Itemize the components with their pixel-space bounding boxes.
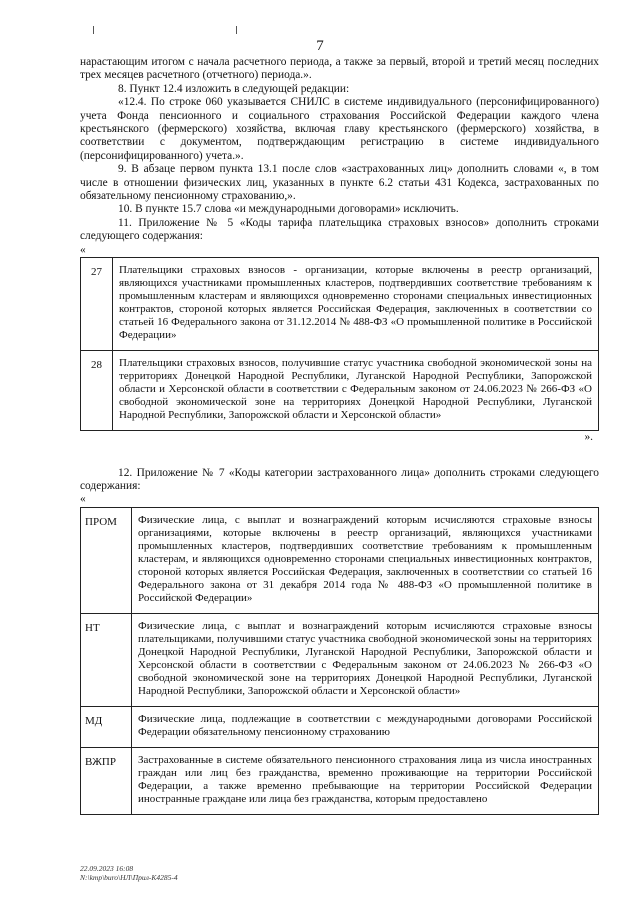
footer-date: 22.09.2023 16:08 <box>80 864 134 873</box>
paragraph-continuation: нарастающим итогом с начала расчетного периода, а также за первый, второй и третий месяц последних трех месяцев расчетного (отчетного) периода.». <box>80 56 599 82</box>
table-row <box>81 747 599 814</box>
document-body <box>80 56 599 815</box>
quote-open: « <box>80 243 86 256</box>
paragraph-9: 9. В абзаце первом пункта 13.1 после слов «застрахованных лиц» дополнить словами «, в том числе в отношении физических лиц, указанных в пункте 6.2 статьи 431 Кодекса, застрахованных по обязательному пенсионному страхованию,». <box>80 163 599 203</box>
table-row <box>81 351 599 431</box>
category-description: Физические лица, подлежащие в соответствии с международными договорами Российской Федерации обязательному пенсионному страхованию <box>132 706 599 747</box>
table-row <box>81 507 599 613</box>
category-description: Застрахованные в системе обязательного пенсионного страхования лица из числа иностранных граждан или лиц без гражданства, временно проживающие на территории Российской Федерации, а также временно пребывающие на территории Российской Федерации иностранные граждане или лица без гражданства, которым предоставлено <box>132 747 599 814</box>
insured-category-codes-table <box>80 507 599 815</box>
tariff-description: Плательщики страховых взносов, получившие статус участника свободной экономической зоны на территориях Донецкой Народной Республики, Луганской Народной Республики, Запорожской области и Херсонской области в соответствии с Федеральным законом от 24.06.2023 № 266-ФЗ «О свободной экономической зоне на территориях Донецкой Народной Республики, Луганской Народной Республики, Запорожской области и Херсонской области» <box>113 351 599 431</box>
paragraph-8-quote: «12.4. По строке 060 указывается СНИЛС в системе индивидуального (персонифицированного) учета Фонда пенсионного и социального страхования Российской Федерации каждого члена крестьянского (фермерского) хозяйства, включая главу крестьянского (фермерского) хозяйства, в соответствии с документом, подтверждающим регистрацию в системе индивидуального (персонифицированного) учета.». <box>80 96 599 162</box>
table-row <box>81 613 599 706</box>
paragraph-12: 12. Приложение № 7 «Коды категории застрахованного лица» дополнить строками следующего содержания: <box>80 466 599 492</box>
scan-mark <box>93 26 94 34</box>
tariff-code: 28 <box>81 351 113 431</box>
page-number: 7 <box>316 38 324 54</box>
quote-close: ». <box>584 431 593 444</box>
table-row <box>81 258 599 351</box>
category-code: ПРОМ <box>81 507 132 613</box>
table-row <box>81 706 599 747</box>
footer-file-path: N:\kmp\buro\НЛ\Прил-К4285-4 <box>80 873 178 882</box>
category-description: Физические лица, с выплат и вознаграждений которым исчисляются страховые взносы плательщиками, получившими статус участника свободной экономической зоны на территориях Донецкой Народной Республики, Луганской Народной Республики, Запорожской области и Херсонской области в соответствии с Федеральным законом от 24.06.2023 № 266-ФЗ «О свободной экономической зоне на территориях Донецкой Народной Республики, Луганской Народной Республики, Запорожской области и Херсонской области» <box>132 613 599 706</box>
tariff-codes-table <box>80 257 599 431</box>
quote-open: « <box>80 493 86 506</box>
tariff-code: 27 <box>81 258 113 351</box>
paragraph-11: 11. Приложение № 5 «Коды тарифа плательщика страховых взносов» дополнить строками следующего содержания: <box>80 216 599 243</box>
tariff-description: Плательщики страховых взносов - организации, которые включены в реестр организаций, являющихся участниками промышленных кластеров, подтвердивших соответствие требованиям к промышленным кластерам и являющихся одновременно сторонами специальных инвестиционных контрактов, стороной которых является Российская Федерация, заключенных в соответствии со статьей 16 Федерального закона от 31.12.2014 № 488-ФЗ «О промышленной политике в Российской Федерации» <box>113 258 599 351</box>
footer <box>80 864 178 882</box>
paragraph-10: 10. В пункте 15.7 слова «и международными договорами» исключить. <box>118 203 459 216</box>
category-code: ВЖПР <box>81 747 132 814</box>
category-code: МД <box>81 706 132 747</box>
category-description: Физические лица, с выплат и вознаграждений которым исчисляются страховые взносы организациями, которые включены в реестр организаций, являющихся участниками промышленных кластеров, подтвердивших соответствие требованиям к промышленным кластерам, и являющихся одновременно сторонами специальных инвестиционных контрактов, стороной которых является Российская Федерация, заключенных в соответствии со статьей 16 Федерального закона от 31 декабря 2014 года № 488-ФЗ «О промышленной политике в Российской Федерации» <box>132 507 599 613</box>
scan-mark <box>236 26 237 34</box>
paragraph-8: 8. Пункт 12.4 изложить в следующей редакции: <box>118 82 350 95</box>
category-code: НТ <box>81 613 132 706</box>
